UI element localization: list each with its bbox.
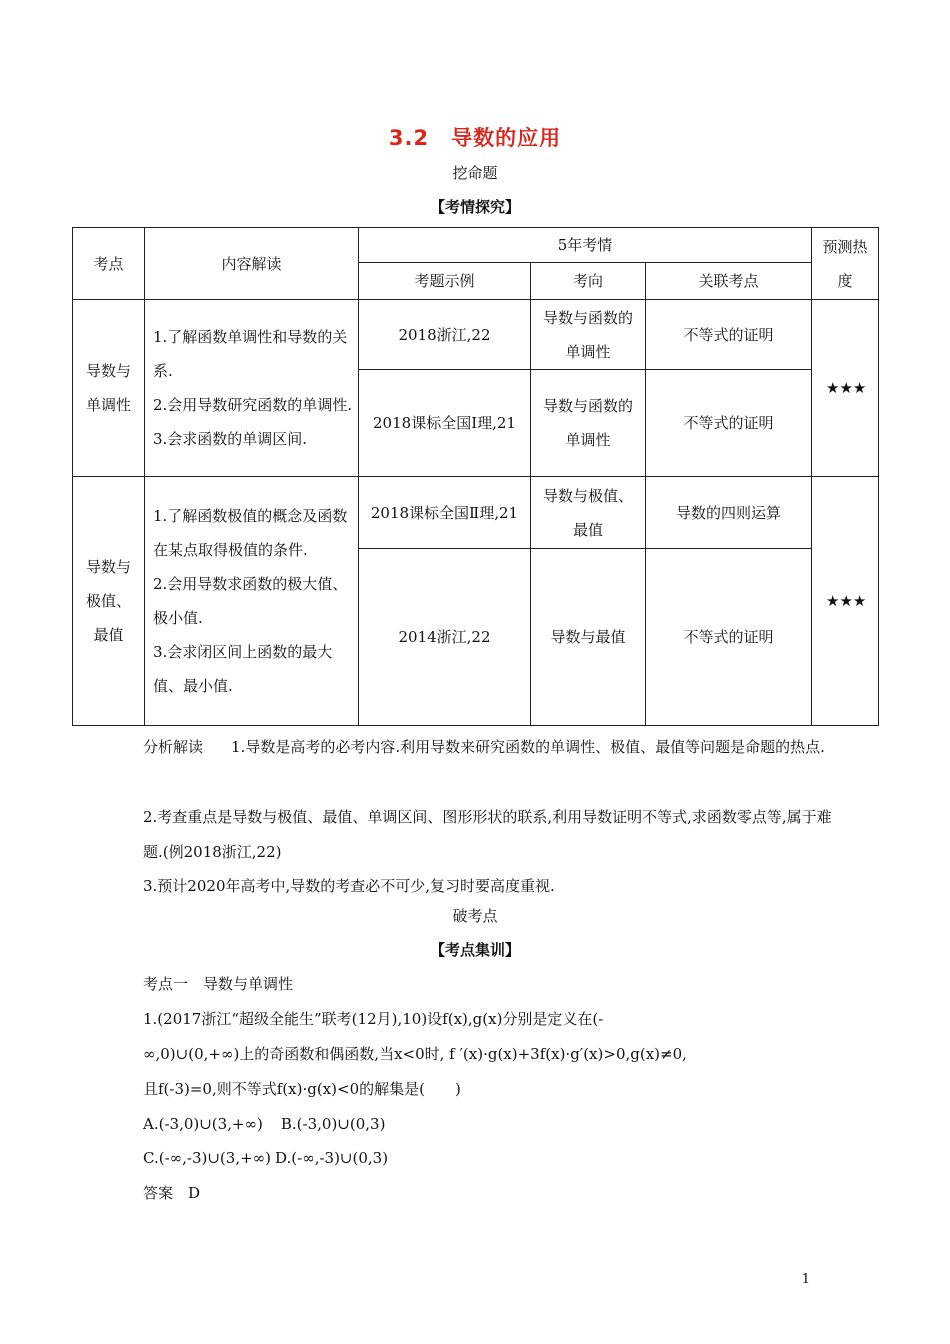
- subsection-heading-2: 【考点集训】: [429, 941, 520, 959]
- topic-cell: 导数与单调性: [73, 300, 145, 477]
- question-line-1: 1.(2017浙江“超级全能生”联考(12月),10)设f(x),g(x)分别是定义在(-: [143, 1010, 604, 1028]
- title-number: 3.2: [388, 126, 430, 150]
- direction-cell: 导数与函数的单调性: [531, 300, 646, 370]
- page-title: [0, 122, 950, 152]
- question-line-3: 且f(-3)=0,则不等式f(x)·g(x)<0的解集是( ): [143, 1080, 461, 1098]
- direction-cell: 导数与最值: [531, 549, 646, 726]
- analysis-paragraph-3: 3.预计2020年高考中,导数的考查必不可少,复习时要高度重视.: [143, 877, 555, 895]
- content-line: 3.会求函数的单调区间.: [153, 430, 308, 448]
- question-line-2: ∞,0)∪(0,+∞)上的奇函数和偶函数,当x<0时, f ′(x)·g(x)+3f(x)·g′(x)>0,g(x)≠0,: [143, 1045, 687, 1063]
- content-cell: [145, 477, 359, 726]
- direction-cell: 导数与极值、最值: [531, 477, 646, 549]
- subsection-heading-1: 【考情探究】: [429, 198, 520, 216]
- related-cell: 不等式的证明: [646, 370, 812, 477]
- header-example: 考题示例: [359, 263, 531, 300]
- header-direction: 考向: [531, 263, 646, 300]
- example-cell: 2014浙江,22: [359, 549, 531, 726]
- content-line: 1.了解函数极值的概念及函数在某点取得极值的条件.: [153, 507, 348, 559]
- section-heading-1: 挖命题: [452, 164, 498, 182]
- header-kaodian: 考点: [73, 228, 145, 300]
- title-text: 导数的应用: [451, 126, 562, 150]
- example-cell: 2018课标全国Ⅱ理,21: [359, 477, 531, 549]
- options-row-1: [143, 1107, 843, 1142]
- analysis-paragraph-1: [143, 730, 843, 765]
- answer: 答案 D: [143, 1184, 201, 1202]
- heat-stars: ★★★: [812, 477, 879, 726]
- content-line: 1.了解函数单调性和导数的关系.: [153, 328, 348, 380]
- content-cell: [145, 300, 359, 477]
- option-d: D.(-∞,-3)∪(0,3): [275, 1149, 389, 1167]
- option-c: C.(-∞,-3)∪(3,+∞): [143, 1149, 272, 1167]
- header-forecast: 预测热度: [812, 228, 879, 300]
- option-a: A.(-3,0)∪(3,+∞): [143, 1115, 263, 1133]
- related-cell: 不等式的证明: [646, 549, 812, 726]
- example-cell: 2018课标全国Ⅰ理,21: [359, 370, 531, 477]
- topic-cell: 导数与极值、最值: [73, 477, 145, 726]
- option-b: B.(-3,0)∪(0,3): [280, 1115, 386, 1133]
- content-line: 2.会用导数研究函数的单调性.: [153, 396, 353, 414]
- content-line: 3.会求闭区间上函数的最大值、最小值.: [153, 643, 333, 695]
- header-neirong: 内容解读: [145, 228, 359, 300]
- heat-stars: ★★★: [812, 300, 879, 477]
- analysis-paragraph-2: 2.考查重点是导数与极值、最值、单调区间、图形形状的联系,利用导数证明不等式,求函数零点等,属于难题.(例2018浙江,22): [143, 808, 832, 861]
- example-cell: 2018浙江,22: [359, 300, 531, 370]
- exam-analysis-table: [72, 227, 879, 726]
- page-number: 1: [801, 1272, 810, 1287]
- analysis-text-1: 1.导数是高考的必考内容.利用导数来研究函数的单调性、极值、最值等问题是命题的热点.: [231, 738, 825, 756]
- direction-cell: 导数与函数的单调性: [531, 370, 646, 477]
- header-related: 关联考点: [646, 263, 812, 300]
- related-cell: 不等式的证明: [646, 300, 812, 370]
- header-five-year: 5年考情: [359, 228, 812, 263]
- content-line: 2.会用导数求函数的极大值、极小值.: [153, 575, 348, 627]
- point-heading: 考点一 导数与单调性: [143, 975, 294, 993]
- analysis-label: 分析解读: [143, 738, 204, 756]
- related-cell: 导数的四则运算: [646, 477, 812, 549]
- section-heading-2: 破考点: [452, 907, 498, 925]
- options-row-2: [143, 1141, 843, 1176]
